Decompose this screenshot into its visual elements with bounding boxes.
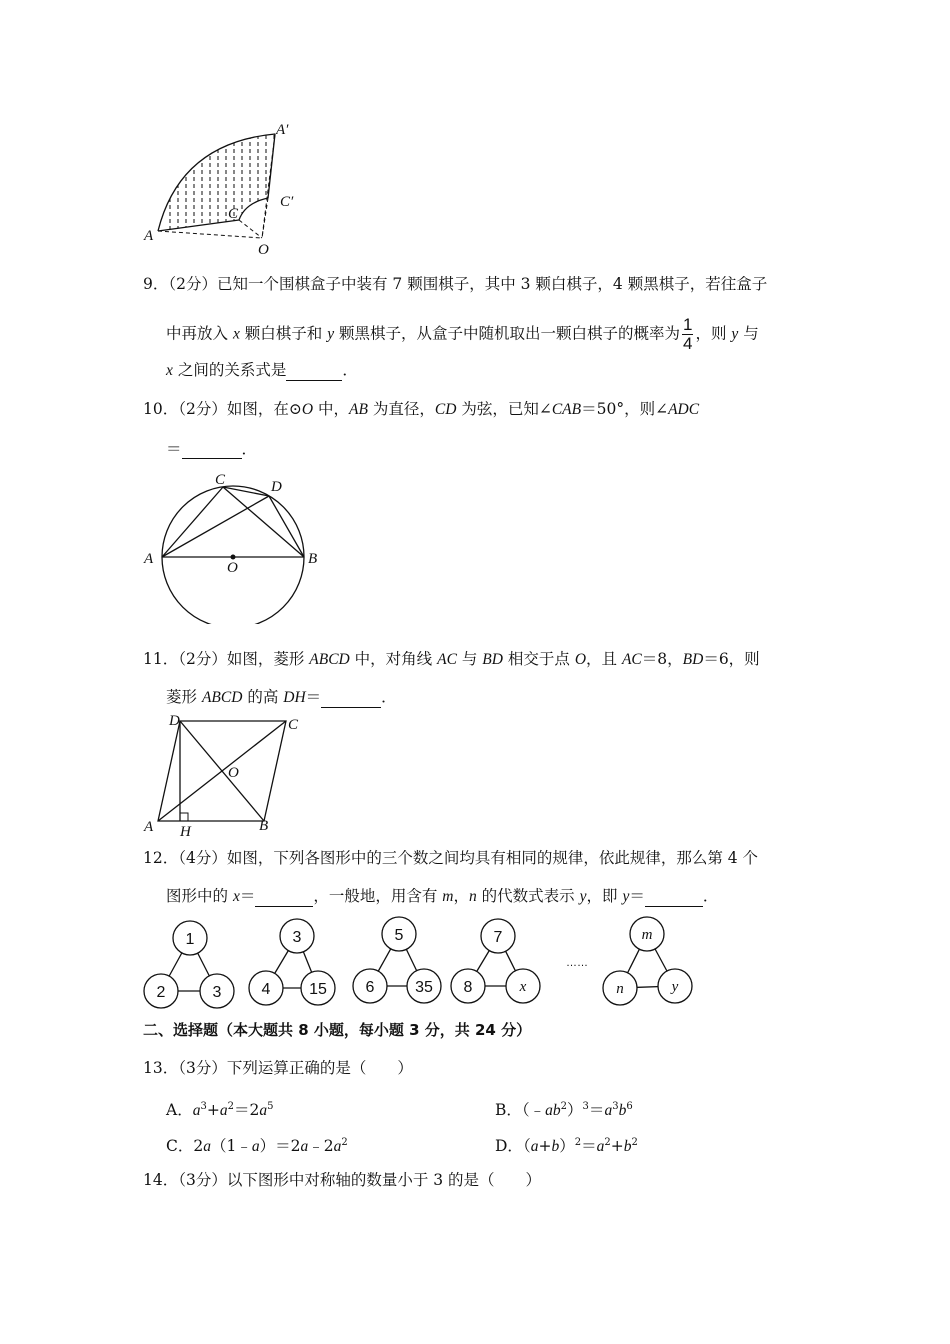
- q10-text: 中，: [313, 400, 349, 418]
- q11-period: ．: [381, 688, 397, 706]
- q9-line1: [143, 274, 767, 294]
- q13-number: 13．（3分）: [143, 1059, 227, 1077]
- label-o: O: [258, 242, 269, 258]
- q10-period: ．: [241, 440, 258, 458]
- label-h: H: [180, 824, 191, 840]
- option-label: A．: [166, 1101, 193, 1120]
- q9-text2b: 颗白棋子和: [239, 324, 328, 343]
- q9-line3: [166, 360, 358, 381]
- q11-text: ，且: [586, 650, 622, 668]
- q9-number: 9．（2分）: [143, 275, 217, 293]
- q11-line1: [143, 649, 760, 670]
- q10-text: 如图，在⊙: [226, 400, 302, 418]
- var-x: x: [166, 362, 173, 379]
- label-c: C: [215, 472, 226, 488]
- answer-blank[interactable]: [321, 691, 381, 708]
- answer-blank[interactable]: [182, 442, 242, 459]
- fig1-top: 1: [185, 931, 195, 948]
- label-a: A: [144, 819, 154, 835]
- fig5-left: n: [616, 981, 624, 997]
- q14-text: 以下图形中对称轴的数量小于 3 的是（ ）: [226, 1171, 542, 1189]
- var-y: y: [579, 888, 587, 905]
- figure-q12-number-triangles: [140, 914, 710, 1010]
- q11-line2: [166, 687, 397, 708]
- q12-equals: ＝: [629, 887, 645, 905]
- fig1-right: 3: [212, 984, 222, 1001]
- q10-text: 为弦，已知∠: [456, 400, 552, 418]
- q12-text: 图形中的: [166, 887, 233, 905]
- figure-q8-rotation: [140, 118, 310, 258]
- q13-option-c[interactable]: C．$2a(1﹣a)=2a﹣2a^2$: [166, 1137, 348, 1156]
- var-ab: AB: [348, 401, 368, 418]
- q10-number: 10．（2分）: [143, 400, 227, 418]
- var-o: O: [574, 651, 587, 668]
- q9-text2d: ，则: [695, 324, 732, 343]
- var-x: x: [232, 888, 240, 905]
- q10-equals: ＝: [166, 440, 182, 458]
- q12-line1: [143, 848, 758, 868]
- q11-text: 如图，菱形: [226, 650, 310, 668]
- option-label: D．: [495, 1137, 523, 1156]
- q11-text: 与: [456, 650, 483, 668]
- var-ac: AC: [621, 651, 642, 668]
- label-o: O: [228, 765, 239, 781]
- q11-text: 中，对角线: [349, 650, 438, 668]
- var-dh: DH: [283, 689, 306, 706]
- q9-period: ．: [342, 361, 358, 379]
- fig3-right: 35: [415, 979, 433, 996]
- q12-text: 如图，下列各图形中的三个数之间均具有相同的规律，依此规律，那么第 4 个: [226, 849, 759, 867]
- var-y: y: [327, 325, 335, 343]
- q12-line2: [166, 886, 718, 907]
- fig3-left: 6: [365, 979, 375, 996]
- q11-text: 的高: [242, 688, 284, 706]
- label-b: B: [308, 551, 318, 567]
- answer-blank-y[interactable]: [645, 890, 703, 907]
- var-cd: CD: [434, 401, 457, 418]
- q14-number: 14．（3分）: [143, 1171, 227, 1189]
- fig4-left: 8: [463, 979, 473, 996]
- label-c: C: [228, 206, 239, 222]
- label-b: B: [259, 818, 269, 834]
- q9-line2: [166, 316, 759, 353]
- option-label: B．: [495, 1101, 522, 1120]
- q11-text: ＝6，则: [703, 650, 760, 668]
- q12-period: ．: [702, 887, 719, 905]
- answer-blank[interactable]: [286, 364, 342, 381]
- fig2-right: 15: [309, 981, 327, 998]
- fig2-top: 3: [292, 929, 302, 946]
- label-c-prime: C′: [280, 194, 294, 210]
- fig3-top: 5: [394, 927, 404, 944]
- label-a-prime: A′: [276, 122, 289, 138]
- q13-option-a[interactable]: A．$a^3+a^2=2a^5$: [166, 1101, 274, 1120]
- section-heading: 二、选择题（本大题共 8 小题，每小题 3 分，共 24 分）: [143, 1021, 532, 1039]
- q11-number: 11．（2分）: [143, 650, 227, 668]
- label-c: C: [288, 717, 299, 733]
- label-a: A: [144, 551, 154, 567]
- label-a: A: [144, 228, 154, 244]
- q14-line1: [143, 1170, 541, 1190]
- var-y: y: [731, 325, 739, 343]
- frac-numerator: 1: [683, 315, 693, 334]
- q10-line1: [143, 399, 699, 420]
- var-adc: ADC: [668, 401, 700, 418]
- q12-number: 12．（4分）: [143, 849, 227, 867]
- figure-q10-circle: [138, 468, 328, 624]
- q12-text: ，: [453, 887, 469, 905]
- frac-denominator: 4: [683, 334, 693, 353]
- label-d: D: [169, 713, 180, 729]
- fraction-one-quarter: [682, 316, 693, 353]
- answer-blank-x[interactable]: [255, 890, 313, 907]
- var-cab: CAB: [551, 401, 582, 418]
- var-abcd: ABCD: [309, 651, 350, 668]
- q9-text1: 已知一个围棋盒子中装有 7 颗围棋子，其中 3 颗白棋子，4 颗黑棋子，若往盒子: [216, 275, 768, 293]
- q12-text: ，即: [586, 887, 623, 905]
- var-bd: BD: [682, 651, 704, 668]
- q9-text2c: 颗黑棋子，从盒子中随机取出一颗白棋子的概率为: [334, 324, 681, 343]
- ellipsis: ……: [566, 957, 588, 969]
- fig5-right: y: [671, 979, 679, 995]
- q13-option-d[interactable]: D．$(a+b)^2=a^2+b^2$: [495, 1137, 638, 1156]
- var-x: x: [232, 325, 240, 343]
- q9-text3a: 之间的关系式是: [172, 361, 287, 379]
- q12-text: 的代数式表示: [476, 887, 580, 905]
- q12-equals: ＝: [239, 887, 256, 905]
- var-n: n: [469, 888, 477, 905]
- q11-text: 菱形: [166, 688, 202, 706]
- q13-line1: [143, 1058, 413, 1078]
- q11-equals: ＝: [305, 688, 322, 706]
- q9-text2a: 中再放入: [166, 324, 233, 343]
- fig4-right: x: [519, 979, 527, 995]
- var-y: y: [622, 888, 630, 905]
- q13-option-b[interactable]: B．$(﹣ab^2)^3=a^3b^6$: [495, 1101, 633, 1120]
- q9-text2e: 与: [738, 324, 759, 343]
- fig1-left: 2: [156, 984, 166, 1001]
- option-label: C．: [166, 1137, 194, 1156]
- q13-text: 下列运算正确的是（ ）: [226, 1059, 413, 1077]
- q12-text: ，一般地，用含有: [313, 887, 443, 905]
- var-m: m: [442, 888, 454, 905]
- fig4-top: 7: [493, 929, 503, 946]
- figure-q11-rhombus: [140, 710, 310, 840]
- q11-text: 相交于点: [502, 650, 575, 668]
- var-ac: AC: [437, 651, 457, 668]
- q10-line2: [166, 439, 257, 459]
- var-o: O: [301, 401, 314, 418]
- fig2-left: 4: [261, 981, 271, 998]
- q10-text: 为直径，: [367, 400, 435, 418]
- var-bd: BD: [482, 651, 503, 668]
- label-o: O: [227, 560, 238, 576]
- fig5-top: m: [641, 927, 653, 943]
- var-abcd: ABCD: [201, 689, 243, 706]
- q10-text: ＝50°，则∠: [581, 400, 669, 418]
- label-d: D: [271, 479, 282, 495]
- q11-text: ＝8，: [641, 650, 683, 668]
